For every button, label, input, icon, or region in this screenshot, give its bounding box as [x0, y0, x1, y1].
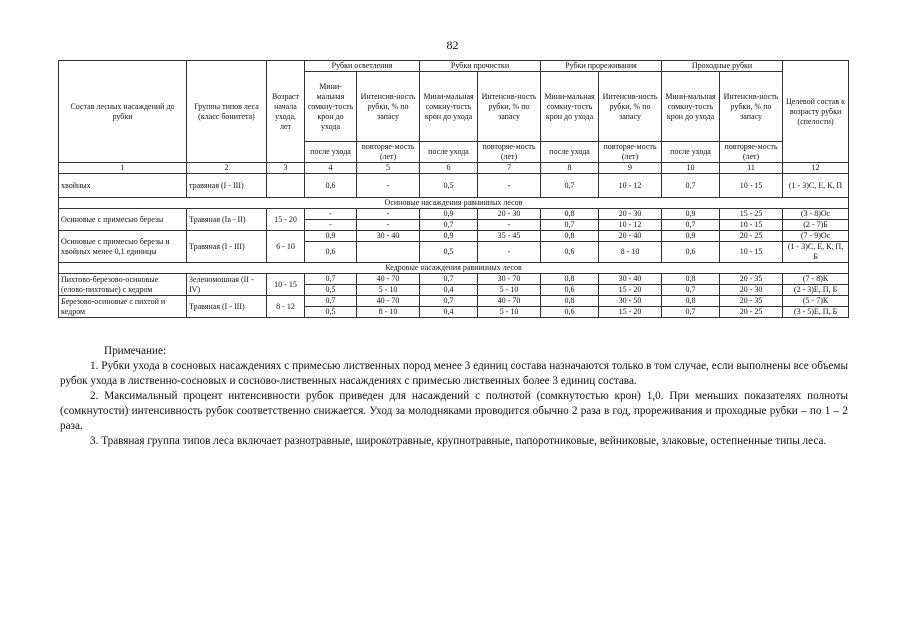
cell-start-age: 8 - 12	[267, 296, 305, 318]
cell-value: -	[478, 242, 541, 263]
cell-value: 40 - 70	[478, 296, 541, 307]
column-number: 1	[59, 163, 187, 174]
table-row	[59, 174, 849, 198]
cell-value: 0,7	[420, 220, 478, 231]
cell-target: (7 - 9)Ос	[783, 231, 849, 242]
cell-value: 10 - 12	[599, 174, 662, 198]
cell-start-age: 6 - 10	[267, 231, 305, 263]
header-min-closure: Мини-мальная сомкну-тость крон до ухода	[305, 72, 357, 142]
column-number: 2	[187, 163, 267, 174]
cell-value: 20 - 35	[720, 274, 783, 285]
header-min-closure: Мини-мальная сомкну-тость крон до ухода	[662, 72, 720, 142]
cell-value: 0,8	[541, 209, 599, 220]
column-number: 7	[478, 163, 541, 174]
header-intensity: Интенсив-ность рубки, % по запасу	[357, 72, 420, 142]
header-composition: Состав лесных насаждений до рубки	[59, 61, 187, 163]
column-number: 8	[541, 163, 599, 174]
header-repeat: повторяе-мость (лет)	[357, 142, 420, 163]
column-number: 10	[662, 163, 720, 174]
cell-value: 15 - 20	[599, 285, 662, 296]
cell-value: 0,7	[305, 296, 357, 307]
cell-value: 0,8	[662, 274, 720, 285]
thinning-table	[58, 60, 849, 318]
cell-value: 20 - 25	[720, 307, 783, 318]
cell-value: 0,7	[662, 174, 720, 198]
note-1: 1. Рубки ухода в сосновых насаждениях с примесью лиственных пород менее 3 единиц состава назначаются только в том случае, если выполнены все объемы рубок ухода в лиственно-сосновых и сосново-лиственных насаждениях с примесью лиственных более 3 единиц состава.	[60, 360, 848, 387]
cell-value: -	[357, 209, 420, 220]
cell-value: 0,7	[420, 274, 478, 285]
cell-value: 10 - 15	[720, 220, 783, 231]
cell-value: 0,6	[541, 285, 599, 296]
cell-value: 0,8	[541, 231, 599, 242]
table-row	[59, 296, 849, 307]
table-row	[59, 274, 849, 285]
cell-value: 0,7	[662, 285, 720, 296]
cell-target: (3 - 8)Ос	[783, 209, 849, 220]
cell-start-age: 10 - 15	[267, 274, 305, 296]
cell-composition: Осиновые с примесью березы	[59, 209, 187, 231]
header-after-care: после ухода	[305, 142, 357, 163]
cell-target: (5 - 7)К	[783, 296, 849, 307]
header-min-closure: Мини-мальная сомкну-тость крон до ухода	[541, 72, 599, 142]
header-intensity: Интенсив-ность рубки, % по запасу	[599, 72, 662, 142]
cell-start-age	[267, 174, 305, 198]
cell-value: 0,6	[305, 174, 357, 198]
column-number: 9	[599, 163, 662, 174]
cell-value: 5 - 10	[357, 285, 420, 296]
cell-value: 0,7	[305, 274, 357, 285]
cell-value: 0,6	[541, 242, 599, 263]
cell-start-age: 15 - 20	[267, 209, 305, 231]
cell-value: 0,8	[541, 274, 599, 285]
header-after-care: после ухода	[420, 142, 478, 163]
cell-target: (2 - 7)Б	[783, 220, 849, 231]
cell-value: 8 - 10	[357, 307, 420, 318]
column-number: 5	[357, 163, 420, 174]
cell-value: 20 - 30	[478, 209, 541, 220]
header-intensity: Интенсив-ность рубки, % по запасу	[478, 72, 541, 142]
cell-target: (1 - 3)С, Е, К, П	[783, 174, 849, 198]
column-number: 6	[420, 163, 478, 174]
cell-value: 0,6	[662, 242, 720, 263]
cell-forest-type: Травяная (Ia - II)	[187, 209, 267, 231]
page-number: 82	[446, 38, 459, 52]
cell-value: 15 - 20	[599, 307, 662, 318]
header-repeat: повторяе-мость (лет)	[599, 142, 662, 163]
header-min-closure: Мини-мальная сомкну-тость крон до ухода	[420, 72, 478, 142]
note-3: 3. Травяная группа типов леса включает разнотравные, широкотравные, крупнотравные, папоротниковые, вейниковые, злаковые, остепненные типы леса.	[90, 435, 827, 447]
cell-value: 0,9	[420, 209, 478, 220]
cell-value: 0,4	[420, 285, 478, 296]
cell-composition: Пихтово-березово-осиновые (елово-пихтовые) с кедром	[59, 274, 187, 296]
cell-value: 10 - 15	[720, 242, 783, 263]
column-number: 12	[783, 163, 849, 174]
section-heading: Осиновые насаждения равнинных лесов	[59, 198, 849, 209]
cell-value: 0,9	[305, 231, 357, 242]
cell-value: -	[357, 220, 420, 231]
note-2: 2. Максимальный процент интенсивности рубок приведен для насаждений с полнотой (сомкнутостью крон) 1,0. При меньших показателях полноты (сомкнутости) интенсивность рубок соответственно снижается. Уход за молодняками проводится обычно 2 раза в год, прореживания и проходные рубки – по 1 – 2 раза.	[60, 390, 848, 432]
cell-composition: Осиновые с примесью березы и хвойных менее 0,1 единицы	[59, 231, 187, 263]
column-number-row	[59, 163, 849, 174]
cell-value: 0,8	[662, 296, 720, 307]
cell-value: 10 - 15	[720, 174, 783, 198]
cell-value: 0,6	[305, 242, 357, 263]
cell-value: -	[478, 220, 541, 231]
cell-composition: Березово-осиновые с пихтой и кедром	[59, 296, 187, 318]
column-number: 11	[720, 163, 783, 174]
cell-value: -	[305, 220, 357, 231]
cell-target: (2 - 3)Е, П, Б	[783, 285, 849, 296]
cell-value: 0,7	[662, 220, 720, 231]
cell-value: 20 - 30	[599, 209, 662, 220]
cell-value: 30 - 70	[478, 274, 541, 285]
header-start-age: Возраст начала ухода, лет	[267, 61, 305, 163]
cell-value: 20 - 40	[599, 231, 662, 242]
cell-value: 30 - 40	[599, 274, 662, 285]
cell-value: -	[305, 209, 357, 220]
cell-composition: хвойных	[59, 174, 187, 198]
cell-value: 10 - 12	[599, 220, 662, 231]
section-heading: Кедровые насаждения равнинных лесов	[59, 263, 849, 274]
cell-value: 0,9	[662, 231, 720, 242]
cell-value: 20 - 35	[720, 296, 783, 307]
cell-value: 0,5	[420, 174, 478, 198]
cell-value: 15 - 25	[720, 209, 783, 220]
cell-value: 40 - 70	[357, 274, 420, 285]
cell-value: 30 - 50	[599, 296, 662, 307]
header-target-composition: Целевой состав к возрасту рубки (спелости)	[783, 61, 849, 163]
header-group-prorezhivanie: Рубки прореживания	[541, 61, 662, 72]
cell-target: (1 - 3)С, Е, К, П, Б	[783, 242, 849, 263]
header-forest-type: Группы типов леса (класс бонитета)	[187, 61, 267, 163]
cell-forest-type: травяная (I - III)	[187, 174, 267, 198]
cell-value: 0,9	[420, 231, 478, 242]
cell-forest-type: Травяная (I - III)	[187, 296, 267, 318]
cell-value: 0,4	[420, 307, 478, 318]
cell-target: (3 - 5)Е, П, Б	[783, 307, 849, 318]
cell-value: 0,7	[541, 174, 599, 198]
cell-value: 0,5	[420, 242, 478, 263]
header-intensity: Интенсив-ность рубки, % по запасу	[720, 72, 783, 142]
cell-value: 30 - 40	[357, 231, 420, 242]
notes-title: Примечание:	[104, 345, 167, 357]
cell-value: 0,7	[541, 220, 599, 231]
cell-value: 0,7	[420, 296, 478, 307]
notes-block	[60, 344, 848, 449]
column-number: 4	[305, 163, 357, 174]
table-row	[59, 231, 849, 242]
header-group-prochistka: Рубки прочистки	[420, 61, 541, 72]
header-group-osvetlenie: Рубки осветления	[305, 61, 420, 72]
cell-value: 5 - 10	[478, 307, 541, 318]
cell-forest-type: Зеленомошная (II - IV)	[187, 274, 267, 296]
cell-value: 20 - 25	[720, 231, 783, 242]
cell-value: 0,9	[662, 209, 720, 220]
cell-value: 0,6	[541, 307, 599, 318]
cell-value: 35 - 45	[478, 231, 541, 242]
cell-value	[357, 242, 420, 263]
header-after-care: после ухода	[541, 142, 599, 163]
header-repeat: повторяе-мость (лет)	[720, 142, 783, 163]
cell-value: 0,5	[305, 307, 357, 318]
cell-forest-type: Травяная (I - III)	[187, 231, 267, 263]
column-number: 3	[267, 163, 305, 174]
header-repeat: повторяе-мость (лет)	[478, 142, 541, 163]
cell-value: 0,7	[662, 307, 720, 318]
cell-value: 5 - 10	[478, 285, 541, 296]
cell-value: 0,5	[305, 285, 357, 296]
cell-value: 8 - 10	[599, 242, 662, 263]
cell-value: 20 - 30	[720, 285, 783, 296]
table-row	[59, 209, 849, 220]
cell-target: (7 - 8)К	[783, 274, 849, 285]
cell-value: -	[478, 174, 541, 198]
cell-value: -	[357, 174, 420, 198]
header-after-care: после ухода	[662, 142, 720, 163]
cell-value: 0,8	[541, 296, 599, 307]
header-group-prohodnye: Проходные рубки	[662, 61, 783, 72]
cell-value: 40 - 70	[357, 296, 420, 307]
